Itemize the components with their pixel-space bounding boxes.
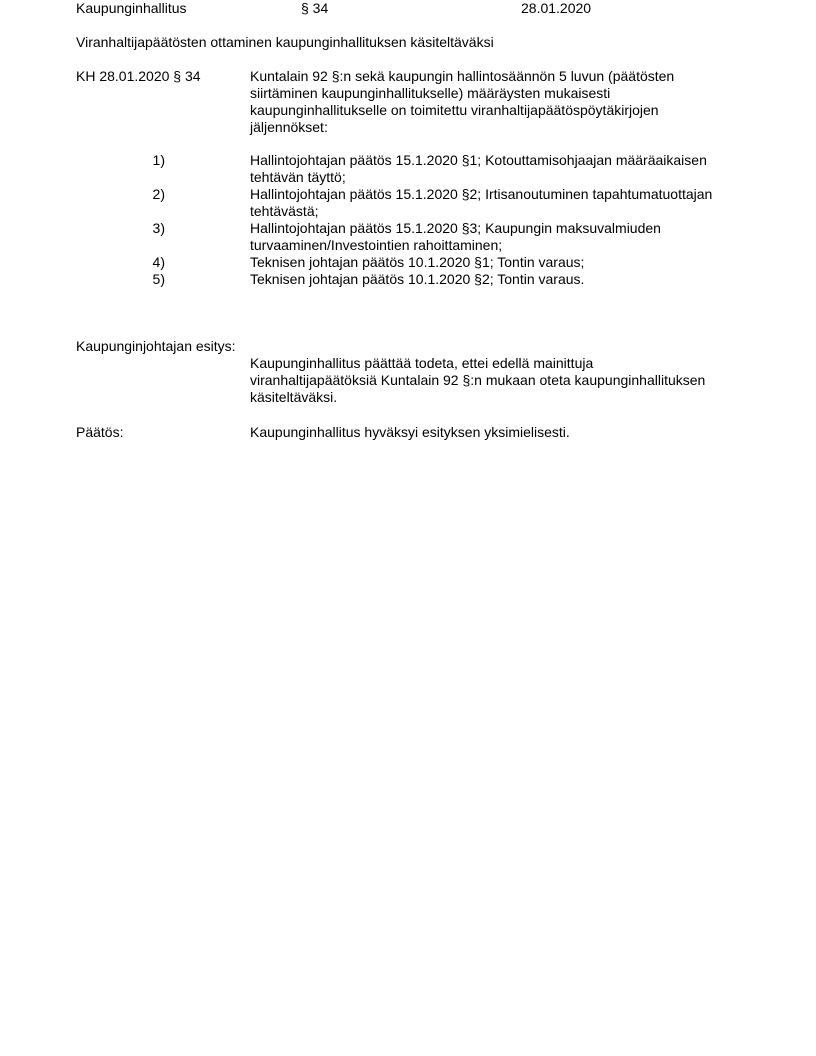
- decision-line: Hallintojohtajan päätös 15.1.2020 §3; Kaupungin maksuvalmiuden: [250, 220, 661, 236]
- document-subject: Viranhaltijapäätösten ottaminen kaupunginhallituksen käsiteltäväksi: [76, 34, 494, 50]
- decision-line: Teknisen johtajan päätös 10.1.2020 §1; Tontin varaus;: [250, 254, 585, 270]
- proposal-line: käsiteltäväksi.: [250, 389, 338, 405]
- header-organ: Kaupunginhallitus: [76, 0, 187, 16]
- decision-line: turvaaminen/Investointien rahoittaminen;: [250, 237, 503, 253]
- decision-line: Hallintojohtajan päätös 15.1.2020 §2; Irtisanoutuminen tapahtumatuottajan: [250, 186, 713, 202]
- decision-number: 5): [152, 271, 165, 287]
- decision-number: 4): [152, 254, 165, 270]
- intro-line: siirtäminen kaupunginhallitukselle) määräysten mukaisesti: [250, 85, 611, 101]
- decision-line: Hallintojohtajan päätös 15.1.2020 §1; Kotouttamisohjaajan määräaikaisen: [250, 152, 707, 168]
- decision-line: tehtävän täyttö;: [250, 169, 346, 185]
- proposal-line: Kaupunginhallitus päättää todeta, ettei edellä mainittuja: [250, 355, 594, 371]
- proposal-line: viranhaltijapäätöksiä Kuntalain 92 §:n mukaan oteta kaupunginhallituksen: [250, 372, 706, 388]
- proposal-label: Kaupunginjohtajan esitys:: [76, 338, 236, 354]
- decision-number: 1): [152, 152, 165, 168]
- intro-line: jäljennökset:: [250, 119, 328, 135]
- decision-number: 3): [152, 220, 165, 236]
- resolution-text: Kaupunginhallitus hyväksyi esityksen yksimielisesti.: [250, 424, 570, 440]
- decision-number: 2): [152, 186, 165, 202]
- reference-label: KH 28.01.2020 § 34: [76, 68, 201, 84]
- header-date: 28.01.2020: [521, 0, 592, 16]
- intro-line: Kuntalain 92 §:n sekä kaupungin hallintosäännön 5 luvun (päätösten: [250, 68, 675, 84]
- intro-line: kaupunginhallitukselle on toimitettu viranhaltijapäätöspöytäkirjojen: [250, 102, 659, 118]
- resolution-label: Päätös:: [76, 424, 124, 440]
- decision-line: Teknisen johtajan päätös 10.1.2020 §2; Tontin varaus.: [250, 271, 585, 287]
- header-section: § 34: [301, 0, 329, 16]
- decision-line: tehtävästä;: [250, 203, 319, 219]
